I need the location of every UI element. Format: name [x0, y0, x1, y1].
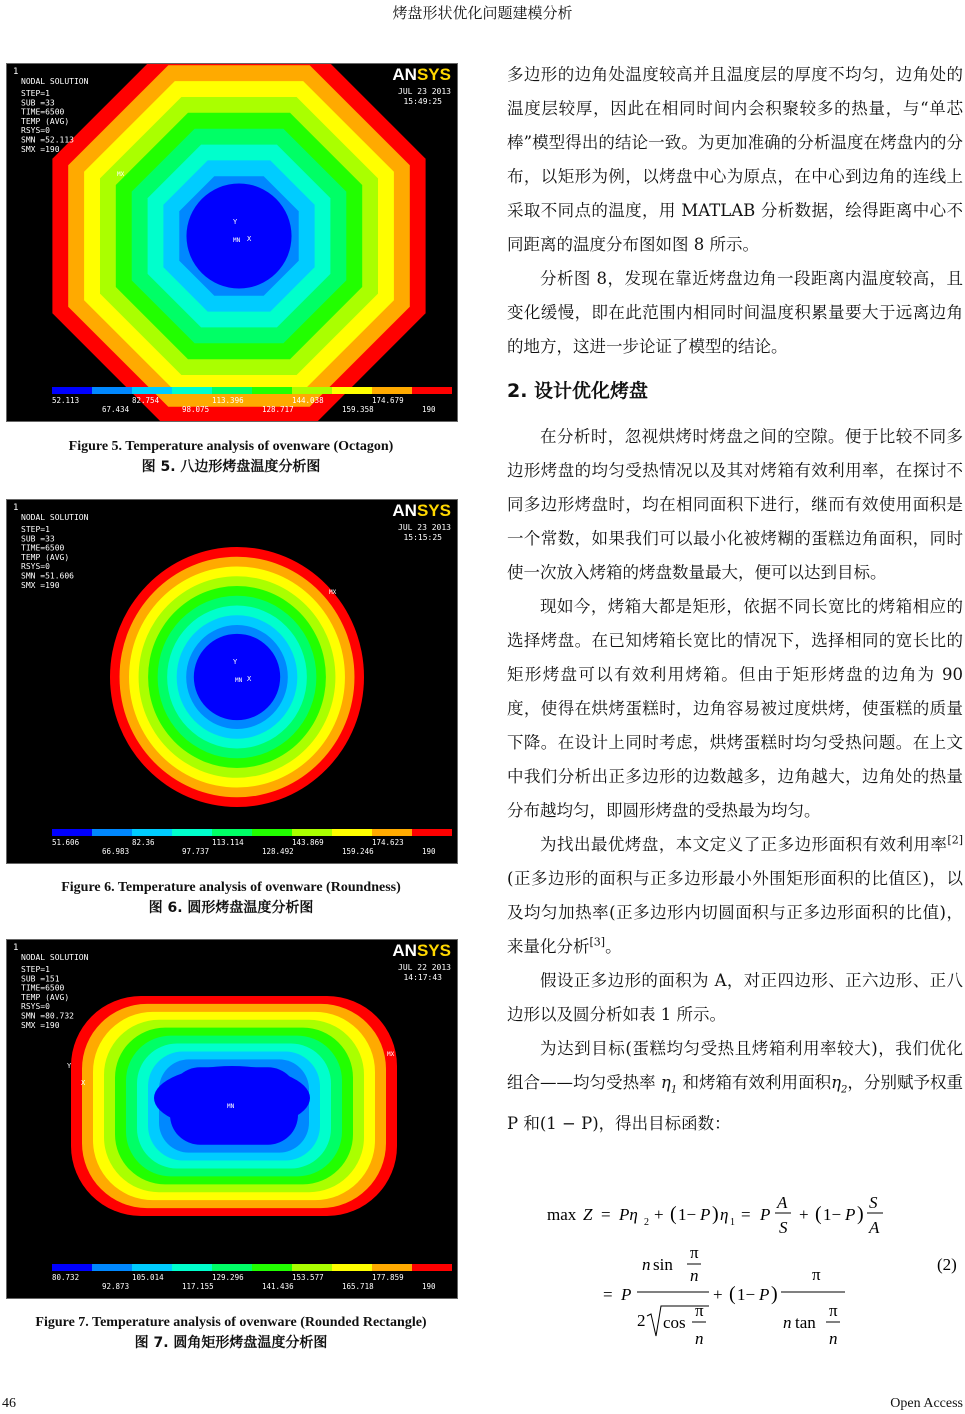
svg-text:A: A — [869, 1218, 880, 1237]
legend-label-top: 105.014 — [132, 1273, 164, 1282]
plot-date: JUL 22 2013 — [398, 963, 451, 972]
panel-title: NODAL SOLUTION — [21, 513, 89, 522]
svg-text:): ) — [771, 1283, 778, 1305]
info-line: TEMP (AVG) — [21, 992, 70, 1002]
svg-text:max: max — [547, 1205, 577, 1224]
contour-core — [154, 1066, 310, 1130]
info-line: SMN =51.606 — [21, 571, 74, 581]
svg-text:π: π — [829, 1301, 838, 1320]
legend-swatch — [252, 387, 292, 394]
info-line: TIME=6500 — [21, 543, 65, 553]
svg-text:n: n — [783, 1313, 792, 1332]
svg-text:): ) — [857, 1203, 864, 1225]
svg-text:π: π — [695, 1301, 704, 1320]
legend-swatch — [332, 829, 372, 836]
svg-text:S: S — [869, 1193, 878, 1212]
info-line: SMN =52.113 — [21, 135, 74, 145]
svg-text:sin: sin — [653, 1255, 673, 1274]
legend-swatch — [292, 829, 332, 836]
info-line: STEP=1 — [21, 965, 50, 974]
paragraph — [507, 828, 963, 964]
info-line: SMX =190 — [21, 580, 60, 590]
svg-text:): ) — [712, 1203, 719, 1225]
caption-en: Figure 7. Temperature analysis of ovenware (Rounded Rectangle) — [35, 1315, 427, 1330]
info-line: TEMP (AVG) — [21, 116, 70, 126]
text-run: 为达到目标(蛋糕均匀受热且烤箱利用率较大)，我们优化组合——均匀受热率 — [507, 1039, 963, 1092]
info-line: STEP=1 — [21, 525, 50, 534]
caption-en: Figure 6. Temperature analysis of ovenware (Roundness) — [61, 880, 401, 895]
legend-label-bottom: 159.246 — [342, 847, 374, 856]
legend-swatch — [372, 829, 412, 836]
figure-6-caption — [0, 878, 462, 918]
legend-swatch — [92, 1264, 132, 1271]
text-run: ，分别赋予权重 P 和(1 − P)，得出目标函数： — [507, 1073, 964, 1134]
info-line: SMN =80.732 — [21, 1011, 74, 1021]
svg-text:P: P — [845, 1205, 856, 1224]
legend-swatch — [52, 387, 92, 394]
caption-zh: 图 7. 圆角矩形烤盘温度分析图 — [134, 1335, 328, 1351]
svg-text:Pη: Pη — [619, 1205, 638, 1224]
figure-7-caption — [0, 1313, 462, 1353]
svg-text:=: = — [603, 1285, 613, 1304]
legend-swatch — [92, 387, 132, 394]
svg-text:n: n — [642, 1255, 651, 1274]
window-id: 1 — [13, 943, 19, 953]
plot-time: 15:15:25 — [403, 533, 442, 542]
mn-marker: MN — [235, 677, 243, 684]
ansys-logo: ANSYS — [392, 65, 451, 84]
text-run: (正多边形的面积与正多边形最小外围矩形面积的比值区)，以及均匀加热率(正多边形内切圆面积与正多边形面积的比值)，来量化分析 — [507, 869, 963, 956]
legend-swatch — [332, 1264, 372, 1271]
legend-label-bottom: 128.717 — [262, 405, 294, 414]
svg-text:π: π — [690, 1243, 699, 1262]
mx-marker: MX — [117, 171, 125, 178]
legend-swatch — [92, 829, 132, 836]
svg-text:(: ( — [815, 1203, 822, 1225]
legend-swatch — [332, 387, 372, 394]
objective-equation — [507, 1188, 963, 1358]
svg-text:cos: cos — [663, 1313, 686, 1332]
legend-swatch — [292, 1264, 332, 1271]
svg-text:(: ( — [670, 1203, 677, 1225]
legend-label-bottom: 165.718 — [342, 1282, 374, 1291]
legend-label-top: 177.859 — [372, 1273, 404, 1282]
svg-text:2: 2 — [637, 1311, 646, 1330]
legend-label-bottom: 117.155 — [182, 1282, 214, 1291]
plot-date: JUL 23 2013 — [398, 87, 451, 96]
svg-text:π: π — [812, 1265, 821, 1284]
legend-swatch — [212, 387, 252, 394]
svg-text:A: A — [777, 1193, 788, 1212]
panel-title: NODAL SOLUTION — [21, 77, 89, 86]
legend-label-bottom: 159.358 — [342, 405, 374, 414]
mx-marker: MX — [329, 589, 337, 596]
paragraph: 多边形的边角处温度较高并且温度层的厚度不均匀，边角处的温度层较厚，因此在相同时间内会积聚较多的热量，与“单芯棒”模型得出的结论一致。为更加准确的分析温度在烤盘内的分布，以矩形为例，以烤盘中心为原点，在中心到边角的连线上采取不同点的温度，用 MATLAB 分析数据，绘得距离中心不同距离的温度分布图如图 8 所示。 — [507, 65, 963, 254]
info-line: SUB =33 — [21, 534, 55, 544]
legend-swatch — [372, 387, 412, 394]
legend-label-bottom: 141.436 — [262, 1282, 294, 1291]
plot-time: 15:49:25 — [403, 97, 442, 106]
figure-rounded-rect — [6, 939, 458, 1299]
svg-text:2: 2 — [644, 1217, 649, 1228]
info-line: SMX =190 — [21, 1020, 60, 1030]
legend-swatch — [212, 829, 252, 836]
eta-symbol: $\eta_2$ — [831, 1073, 848, 1096]
ansys-logo: ANSYS — [392, 941, 451, 960]
running-header: 烤盘形状优化问题建模分析 — [392, 4, 573, 22]
legend-swatch — [372, 1264, 412, 1271]
info-line: RSYS=0 — [21, 562, 50, 572]
text-run: 。 — [605, 937, 622, 956]
publisher-label: Open Access — [890, 1396, 963, 1411]
mn-marker: MN — [227, 1103, 235, 1110]
svg-text:η: η — [720, 1205, 729, 1224]
ansys-plot-rounded-rect — [7, 940, 457, 1298]
plot-time: 14:17:43 — [403, 973, 442, 982]
legend-label-top: 144.038 — [292, 396, 324, 405]
legend-label-top: 174.679 — [372, 396, 404, 405]
legend-label-top: 113.396 — [212, 396, 244, 405]
axis-y-label: Y — [233, 658, 238, 666]
legend-label-top: 129.296 — [212, 1273, 244, 1282]
svg-text:1: 1 — [730, 1217, 735, 1228]
paragraph: 假设正多边形的面积为 A，对正四边形、正六边形、正八边形以及圆分析如表 1 所示。 — [507, 971, 963, 1024]
legend-swatch — [412, 829, 452, 836]
svg-text:n: n — [829, 1329, 838, 1348]
legend-label-bottom: 128.492 — [262, 847, 294, 856]
ansys-plot-octagon — [7, 64, 457, 421]
ansys-plot-round — [7, 500, 457, 863]
axis-y-label: Y — [233, 218, 238, 226]
axis-y-label: Y — [67, 1062, 72, 1070]
svg-text:Z: Z — [583, 1205, 593, 1224]
equation-number: (2) — [937, 1255, 957, 1274]
mx-marker: MX — [387, 1051, 395, 1058]
caption-zh: 图 5. 八边形烤盘温度分析图 — [141, 459, 321, 475]
legend-label-top: 80.732 — [52, 1273, 80, 1282]
legend-label-bottom: 92.873 — [102, 1282, 130, 1291]
legend-label-top: 153.577 — [292, 1273, 324, 1282]
legend-swatch — [172, 1264, 212, 1271]
figure-octagon — [6, 63, 458, 422]
caption-zh: 图 6. 圆形烤盘温度分析图 — [148, 900, 314, 916]
legend-label-bottom: 66.983 — [102, 847, 130, 856]
text-run: 为找出最优烤盘，本文定义了正多边形面积有效利用率 — [540, 835, 948, 854]
legend-label-bottom: 190 — [422, 1282, 436, 1291]
legend-label-bottom: 67.434 — [102, 405, 130, 414]
svg-text:n: n — [695, 1329, 704, 1348]
legend-label-top: 82.36 — [132, 838, 155, 847]
legend-swatch — [172, 829, 212, 836]
legend-label-top: 143.869 — [292, 838, 324, 847]
svg-text:P: P — [760, 1205, 771, 1224]
section-heading: 2. 设计优化烤盘 — [507, 380, 649, 402]
figure-round — [6, 499, 458, 864]
legend-swatch — [252, 829, 292, 836]
page-number: 46 — [2, 1396, 16, 1411]
axis-x-label: X — [247, 235, 252, 243]
legend-swatch — [212, 1264, 252, 1271]
plot-date: JUL 23 2013 — [398, 523, 451, 532]
paragraph: 现如今，烤箱大都是矩形，依据不同长宽比的烤箱相应的选择烤盘。在已知烤箱长宽比的情况下，选择相同的宽长比的矩形烤盘可以有效利用烤箱。但由于矩形烤盘的边角为 90 度，使得在烘烤蛋糕时，边角容易被过度烘烤，使蛋糕的质量下降。在设计上同时考虑，烘烤蛋糕时均匀受热问题。在上文中我们分析出正多边形的边数越多，边角越大，边角处的热量分布越均匀，即圆形烤盘的受热最为均匀。 — [507, 597, 963, 820]
info-line: SUB =33 — [21, 98, 55, 108]
svg-text:n: n — [690, 1266, 699, 1285]
svg-text:+: + — [799, 1205, 809, 1224]
svg-text:tan: tan — [795, 1313, 816, 1332]
paragraph: 分析图 8，发现在靠近烤盘边角一段距离内温度较高，且变化缓慢，即在此范围内相同时间温度积累量要大于远离边角的地方，这进一步论证了模型的结论。 — [507, 269, 963, 356]
svg-text:=: = — [741, 1205, 751, 1224]
legend-swatch — [172, 387, 212, 394]
legend-swatch — [52, 829, 92, 836]
legend-swatch — [132, 829, 172, 836]
svg-text:1−: 1− — [823, 1205, 842, 1224]
info-line: TEMP (AVG) — [21, 552, 70, 562]
window-id: 1 — [13, 67, 19, 77]
legend-swatch — [412, 1264, 452, 1271]
svg-text:+: + — [713, 1285, 723, 1304]
legend-label-bottom: 97.737 — [182, 847, 210, 856]
equation-graphic — [507, 1188, 963, 1358]
info-line: SMX =190 — [21, 144, 60, 154]
info-line: SUB =151 — [21, 974, 60, 984]
svg-text:P: P — [700, 1205, 711, 1224]
legend-label-top: 82.754 — [132, 396, 160, 405]
info-line: RSYS=0 — [21, 1002, 50, 1012]
legend-swatch — [132, 387, 172, 394]
ansys-logo: ANSYS — [392, 501, 451, 520]
info-line: RSYS=0 — [21, 126, 50, 136]
info-line: STEP=1 — [21, 89, 50, 98]
svg-text:+: + — [654, 1205, 664, 1224]
legend-label-bottom: 190 — [422, 847, 436, 856]
eta-symbol: $\eta_1$ — [660, 1073, 678, 1096]
svg-text:S: S — [779, 1218, 788, 1237]
svg-text:(: ( — [729, 1283, 736, 1305]
panel-title: NODAL SOLUTION — [21, 953, 89, 962]
svg-text:=: = — [601, 1205, 611, 1224]
svg-text:P: P — [621, 1285, 632, 1304]
citation[interactable]: [2] — [947, 833, 963, 847]
info-line: TIME=6500 — [21, 983, 65, 993]
svg-text:P: P — [759, 1285, 770, 1304]
legend-label-bottom: 98.075 — [182, 405, 210, 414]
legend-label-bottom: 190 — [422, 405, 436, 414]
paragraph: 在分析时，忽视烘烤时烤盘之间的空隙。便于比较不同多边形烤盘的均匀受热情况以及其对烤箱有效利用率，在探讨不同多边形烤盘时，均在相同面积下进行，继而有效使用面积是一个常数，如果我们可以最小化被烤糊的蛋糕边角面积，同时使一次放入烤箱的烤盘数量最大，便可以达到目标。 — [507, 427, 963, 582]
body-text — [507, 58, 963, 1141]
figure-5-caption — [0, 437, 462, 477]
legend-label-top: 113.114 — [212, 838, 244, 847]
legend-swatch — [412, 387, 452, 394]
legend-label-top: 51.606 — [52, 838, 80, 847]
legend-swatch — [52, 1264, 92, 1271]
caption-en: Figure 5. Temperature analysis of ovenware (Octagon) — [68, 439, 394, 454]
window-id: 1 — [13, 503, 19, 513]
legend-swatch — [132, 1264, 172, 1271]
info-line: TIME=6500 — [21, 107, 65, 117]
contour-core — [186, 183, 291, 288]
svg-text:1−: 1− — [737, 1285, 756, 1304]
svg-text:1−: 1− — [678, 1205, 697, 1224]
citation[interactable]: [3] — [589, 935, 606, 949]
axis-x-label: X — [81, 1079, 86, 1087]
legend-swatch — [292, 387, 332, 394]
paragraph — [507, 1032, 963, 1141]
legend-swatch — [252, 1264, 292, 1271]
legend-label-top: 52.113 — [52, 396, 80, 405]
text-run: 和烤箱有效利用面积 — [682, 1073, 832, 1092]
axis-x-label: X — [247, 675, 252, 683]
legend-label-top: 174.623 — [372, 838, 404, 847]
mn-marker: MN — [233, 237, 241, 244]
